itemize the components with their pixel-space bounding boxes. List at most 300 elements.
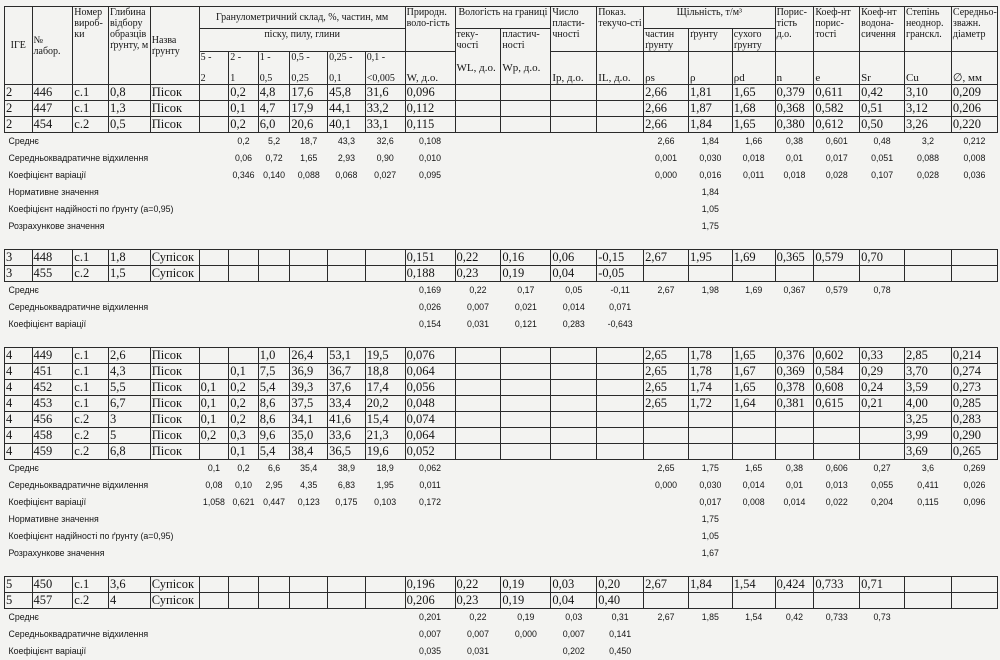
- table-cell: 0,04: [551, 593, 597, 609]
- table-cell: 0,265: [951, 444, 997, 460]
- table-cell: [644, 266, 689, 282]
- stat-value: [688, 626, 732, 643]
- table-cell: 36,5: [328, 444, 366, 460]
- table-row: [5, 444, 998, 460]
- stat-value: 0,016: [688, 167, 732, 184]
- table-cell: 4: [5, 412, 33, 428]
- stat-value: 0,733: [814, 609, 860, 627]
- table-cell: с.2: [73, 412, 109, 428]
- table-cell: 4: [5, 364, 33, 380]
- stat-value: 0,031: [455, 643, 501, 660]
- stat-value: [951, 511, 997, 528]
- stat-value: [290, 511, 328, 528]
- stat-value: 0,212: [951, 133, 997, 151]
- stat-value: [814, 545, 860, 562]
- table-cell: Пісок: [150, 101, 199, 117]
- table-cell: [951, 266, 997, 282]
- table-cell: [597, 364, 644, 380]
- stat-value: [365, 299, 405, 316]
- stat-label: Коефіцієнт надійності по ґрунту (а=0,95): [5, 528, 200, 545]
- table-row: [5, 117, 998, 133]
- table-cell: [551, 117, 597, 133]
- header-dens-soil-symbol: ρ: [688, 52, 732, 85]
- table-cell: [860, 266, 905, 282]
- table-cell: 3,70: [905, 364, 952, 380]
- table-cell: 459: [32, 444, 73, 460]
- table-cell: Пісок: [150, 364, 199, 380]
- table-cell: [290, 250, 328, 266]
- table-cell: 1,84: [688, 117, 732, 133]
- table-cell: [814, 266, 860, 282]
- table-cell: [814, 444, 860, 460]
- stat-row: [5, 609, 998, 627]
- table-cell: [597, 117, 644, 133]
- stat-value: [551, 184, 597, 201]
- stat-value: [951, 545, 997, 562]
- table-cell: 6,7: [108, 396, 150, 412]
- table-cell: [229, 593, 259, 609]
- table-cell: 0,1: [199, 412, 229, 428]
- stat-value: [229, 201, 259, 218]
- stat-value: [732, 528, 775, 545]
- stat-value: [455, 184, 501, 201]
- table-cell: 2,67: [644, 577, 689, 593]
- table-cell: 0,04: [551, 266, 597, 282]
- table-cell: [860, 412, 905, 428]
- stat-value: [501, 460, 551, 478]
- table-cell: 0,1: [229, 101, 259, 117]
- stat-value: 0,172: [405, 494, 455, 511]
- table-row: [5, 250, 998, 266]
- stat-value: [814, 643, 860, 660]
- table-cell: 8,6: [258, 412, 290, 428]
- header-lab-no: № лабор.: [32, 7, 73, 85]
- stat-value: [551, 477, 597, 494]
- stat-value: 32,6: [365, 133, 405, 151]
- stat-value: [258, 528, 290, 545]
- stat-value: [597, 133, 644, 151]
- stat-value: 0,017: [814, 150, 860, 167]
- stat-value: [328, 282, 366, 300]
- table-cell: [551, 380, 597, 396]
- stat-value: [644, 218, 689, 235]
- header-ige: ІГЕ: [5, 7, 33, 85]
- stat-value: [597, 511, 644, 528]
- stat-row: [5, 150, 998, 167]
- table-cell: [455, 117, 501, 133]
- stat-value: 18,9: [365, 460, 405, 478]
- stat-value: 0,123: [290, 494, 328, 511]
- stat-value: [229, 282, 259, 300]
- table-cell: [501, 348, 551, 364]
- table-cell: 36,9: [290, 364, 328, 380]
- table-cell: 5,4: [258, 380, 290, 396]
- table-cell: 5: [5, 577, 33, 593]
- table-cell: [951, 577, 997, 593]
- header-moisture: Природн. воло-гість: [405, 7, 455, 52]
- table-cell: 0,283: [951, 412, 997, 428]
- table-cell: 0,115: [405, 117, 455, 133]
- table-cell: 19,5: [365, 348, 405, 364]
- stat-value: 0,17: [501, 282, 551, 300]
- stat-value: 0,22: [455, 282, 501, 300]
- table-cell: 20,2: [365, 396, 405, 412]
- stat-value: 43,3: [328, 133, 366, 151]
- table-row: [5, 577, 998, 593]
- table-cell: [597, 444, 644, 460]
- stat-value: 0,011: [405, 477, 455, 494]
- stat-value: [644, 201, 689, 218]
- table-cell: [501, 412, 551, 428]
- table-cell: 0,21: [860, 396, 905, 412]
- stat-value: 1,75: [688, 460, 732, 478]
- group-gap: [5, 562, 998, 577]
- table-cell: 3,26: [905, 117, 952, 133]
- stat-value: [501, 494, 551, 511]
- table-cell: 0,22: [455, 250, 501, 266]
- stat-value: [258, 643, 290, 660]
- stat-value: 0,78: [860, 282, 905, 300]
- table-cell: 0,2: [229, 412, 259, 428]
- header-dens-dry-symbol: ρd: [732, 52, 775, 85]
- header-fraction-bottom: 0,1: [329, 73, 364, 84]
- header-fraction-top: 0,1 -: [367, 52, 404, 63]
- table-cell: 45,8: [328, 85, 366, 101]
- table-cell: 19,6: [365, 444, 405, 460]
- stat-value: 0,030: [688, 150, 732, 167]
- table-cell: 1,78: [688, 348, 732, 364]
- table-cell: [551, 101, 597, 117]
- header-limits-title: Вологість на границі: [455, 7, 551, 29]
- stat-value: [814, 201, 860, 218]
- stat-value: [328, 545, 366, 562]
- stat-value: 0,31: [597, 609, 644, 627]
- table-cell: 2,65: [644, 364, 689, 380]
- table-cell: 1,65: [732, 85, 775, 101]
- stat-value: 2,93: [328, 150, 366, 167]
- header-fraction-4: [290, 52, 328, 85]
- table-cell: [199, 348, 229, 364]
- stat-value: [860, 528, 905, 545]
- stat-value: [365, 201, 405, 218]
- stat-value: [597, 167, 644, 184]
- stat-value: 0,269: [951, 460, 997, 478]
- stat-value: [644, 511, 689, 528]
- stat-value: 38,9: [328, 460, 366, 478]
- stat-value: [229, 299, 259, 316]
- table-cell: 2,65: [644, 348, 689, 364]
- stat-value: 0,068: [328, 167, 366, 184]
- table-cell: 2,65: [644, 396, 689, 412]
- stat-value: 0,204: [860, 494, 905, 511]
- stat-value: [951, 184, 997, 201]
- table-cell: Пісок: [150, 348, 199, 364]
- stat-value: [199, 150, 229, 167]
- header-grain-title: Гранулометричний склад, %, частин, мм: [199, 7, 405, 29]
- table-row: [5, 412, 998, 428]
- group-gap: [5, 235, 998, 250]
- table-cell: [455, 396, 501, 412]
- table-cell: Пісок: [150, 444, 199, 460]
- table-cell: [905, 250, 952, 266]
- stat-label: Середньоквадратичне відхилення: [5, 626, 200, 643]
- table-cell: 0,056: [405, 380, 455, 396]
- table-cell: -0,05: [597, 266, 644, 282]
- header-plasticity: Число пласти-чності: [551, 7, 597, 52]
- stat-value: [732, 184, 775, 201]
- table-cell: [551, 364, 597, 380]
- stat-value: [328, 643, 366, 660]
- header-grain-sub: піску, пилу, глини: [199, 29, 405, 52]
- table-cell: с.1: [73, 396, 109, 412]
- stat-value: [290, 184, 328, 201]
- table-cell: 0,33: [860, 348, 905, 364]
- table-cell: 5,4: [258, 444, 290, 460]
- stat-value: 35,4: [290, 460, 328, 478]
- stat-value: 0,036: [951, 167, 997, 184]
- table-cell: Супісок: [150, 266, 199, 282]
- stat-value: [455, 545, 501, 562]
- stat-label: Розрахункове значення: [5, 545, 200, 562]
- header-fraction-bottom: 2: [201, 73, 228, 84]
- table-cell: 5: [5, 593, 33, 609]
- table-cell: [199, 101, 229, 117]
- table-cell: с.1: [73, 85, 109, 101]
- stat-value: [258, 299, 290, 316]
- table-cell: 9,6: [258, 428, 290, 444]
- stat-value: 0,018: [732, 150, 775, 167]
- stat-value: 0,017: [688, 494, 732, 511]
- table-cell: 1,54: [732, 577, 775, 593]
- table-cell: 1,8: [108, 250, 150, 266]
- stat-value: [551, 167, 597, 184]
- table-cell: 3,69: [905, 444, 952, 460]
- stat-value: [814, 299, 860, 316]
- stat-value: [551, 545, 597, 562]
- stat-value: 0,27: [860, 460, 905, 478]
- table-cell: 1,78: [688, 364, 732, 380]
- table-cell: 4: [5, 396, 33, 412]
- stat-value: [732, 545, 775, 562]
- table-cell: 38,4: [290, 444, 328, 460]
- table-cell: 0,615: [814, 396, 860, 412]
- header-fraction-3: [258, 52, 290, 85]
- header-dens-particles-symbol: ρs: [644, 52, 689, 85]
- table-cell: [290, 266, 328, 282]
- stat-row: [5, 167, 998, 184]
- table-cell: [597, 101, 644, 117]
- table-cell: 2: [5, 117, 33, 133]
- stat-value: 0,095: [405, 167, 455, 184]
- stat-value: 0,115: [905, 494, 952, 511]
- stat-value: 0,055: [860, 477, 905, 494]
- table-cell: [501, 85, 551, 101]
- table-cell: 0,048: [405, 396, 455, 412]
- table-cell: [199, 117, 229, 133]
- table-cell: [455, 380, 501, 396]
- header-liquid: теку-чості WL, д.о.: [455, 29, 501, 85]
- stat-value: [258, 626, 290, 643]
- header-void-ratio-symbol: e: [814, 52, 860, 85]
- table-cell: 44,1: [328, 101, 366, 117]
- table-cell: [688, 266, 732, 282]
- stat-value: [365, 316, 405, 333]
- table-cell: [597, 428, 644, 444]
- table-cell: 0,579: [814, 250, 860, 266]
- stat-value: 0,72: [258, 150, 290, 167]
- table-cell: 0,368: [775, 101, 814, 117]
- header-uniformity: Степінь неоднор. гранскл.: [905, 7, 952, 52]
- table-cell: 457: [32, 593, 73, 609]
- table-cell: 1,5: [108, 266, 150, 282]
- table-cell: 0,424: [775, 577, 814, 593]
- stat-value: [365, 626, 405, 643]
- stat-value: [775, 511, 814, 528]
- header-liquidity-symbol: IL, д.о.: [597, 52, 644, 85]
- table-cell: 0,733: [814, 577, 860, 593]
- stat-value: [258, 201, 290, 218]
- stat-value: 0,01: [775, 150, 814, 167]
- table-cell: 0,290: [951, 428, 997, 444]
- table-cell: 0,582: [814, 101, 860, 117]
- stat-value: [455, 477, 501, 494]
- table-cell: 1,65: [732, 117, 775, 133]
- table-cell: 7,5: [258, 364, 290, 380]
- stat-value: [258, 316, 290, 333]
- stat-value: [199, 167, 229, 184]
- stat-value: [597, 545, 644, 562]
- stat-value: [951, 299, 997, 316]
- stat-label: Середньоквадратичне відхилення: [5, 477, 200, 494]
- stat-value: [405, 218, 455, 235]
- stat-value: [455, 528, 501, 545]
- table-cell: 455: [32, 266, 73, 282]
- table-cell: -0,15: [597, 250, 644, 266]
- stat-value: [328, 299, 366, 316]
- stat-value: 1,66: [732, 133, 775, 151]
- table-cell: Пісок: [150, 412, 199, 428]
- stat-value: [405, 528, 455, 545]
- table-cell: 0,151: [405, 250, 455, 266]
- table-cell: 18,8: [365, 364, 405, 380]
- stat-value: 1,05: [688, 528, 732, 545]
- table-cell: [597, 412, 644, 428]
- table-cell: с.2: [73, 117, 109, 133]
- table-cell: 0,612: [814, 117, 860, 133]
- stat-value: 0,026: [951, 477, 997, 494]
- stat-value: 2,67: [644, 282, 689, 300]
- table-cell: 0,19: [501, 266, 551, 282]
- stat-label: Нормативне значення: [5, 511, 200, 528]
- stat-value: 0,062: [405, 460, 455, 478]
- table-cell: 0,052: [405, 444, 455, 460]
- stat-label: Коефіцієнт варіації: [5, 643, 200, 660]
- stat-row: [5, 282, 998, 300]
- stat-value: [290, 626, 328, 643]
- stat-value: 0,01: [775, 477, 814, 494]
- table-cell: 0,42: [860, 85, 905, 101]
- table-cell: [860, 444, 905, 460]
- stat-value: 0,071: [597, 299, 644, 316]
- table-cell: 1,84: [688, 577, 732, 593]
- table-cell: 5: [108, 428, 150, 444]
- stat-value: [501, 201, 551, 218]
- stat-value: [688, 643, 732, 660]
- table-cell: [199, 250, 229, 266]
- stat-value: 0,088: [290, 167, 328, 184]
- header-porosity-symbol: n: [775, 52, 814, 85]
- table-cell: [644, 428, 689, 444]
- table-cell: [951, 250, 997, 266]
- table-cell: [551, 348, 597, 364]
- stat-value: 0,051: [860, 150, 905, 167]
- stat-value: 2,66: [644, 133, 689, 151]
- stat-value: [199, 545, 229, 562]
- stat-value: [951, 218, 997, 235]
- stat-value: [597, 218, 644, 235]
- stat-value: 0,601: [814, 133, 860, 151]
- table-cell: 0,584: [814, 364, 860, 380]
- table-cell: 0,70: [860, 250, 905, 266]
- stat-value: [644, 184, 689, 201]
- table-row: [5, 380, 998, 396]
- stat-value: [905, 626, 952, 643]
- stat-value: [732, 218, 775, 235]
- table-cell: Пісок: [150, 117, 199, 133]
- stat-value: [199, 643, 229, 660]
- table-cell: 3: [5, 250, 33, 266]
- stat-value: [732, 299, 775, 316]
- stat-value: [199, 184, 229, 201]
- header-uniformity-symbol: Cu: [905, 52, 952, 85]
- stat-value: 1,95: [365, 477, 405, 494]
- table-cell: [905, 593, 952, 609]
- table-cell: 0,22: [455, 577, 501, 593]
- table-cell: [199, 266, 229, 282]
- table-cell: 15,4: [365, 412, 405, 428]
- table-cell: 2: [5, 101, 33, 117]
- table-cell: 0,2: [199, 428, 229, 444]
- stat-value: 0,107: [860, 167, 905, 184]
- stat-value: 0,096: [951, 494, 997, 511]
- table-cell: [597, 85, 644, 101]
- table-cell: Пісок: [150, 428, 199, 444]
- stat-value: [455, 133, 501, 151]
- stat-value: [258, 511, 290, 528]
- stat-value: 0,03: [551, 609, 597, 627]
- table-cell: 449: [32, 348, 73, 364]
- table-cell: [551, 428, 597, 444]
- table-cell: [597, 396, 644, 412]
- table-cell: [229, 266, 259, 282]
- table-cell: [644, 444, 689, 460]
- stat-value: [328, 316, 366, 333]
- stat-value: [905, 545, 952, 562]
- table-cell: 3,99: [905, 428, 952, 444]
- table-cell: с.2: [73, 266, 109, 282]
- stat-value: 0,001: [644, 150, 689, 167]
- table-cell: [688, 444, 732, 460]
- table-cell: [951, 593, 997, 609]
- table-cell: 1,65: [732, 380, 775, 396]
- table-cell: 0,19: [501, 577, 551, 593]
- table-cell: 0,19: [501, 593, 551, 609]
- stat-row: [5, 528, 998, 545]
- stat-value: 0,175: [328, 494, 366, 511]
- table-cell: 6,0: [258, 117, 290, 133]
- table-cell: 0,2: [229, 396, 259, 412]
- stat-value: 1,65: [290, 150, 328, 167]
